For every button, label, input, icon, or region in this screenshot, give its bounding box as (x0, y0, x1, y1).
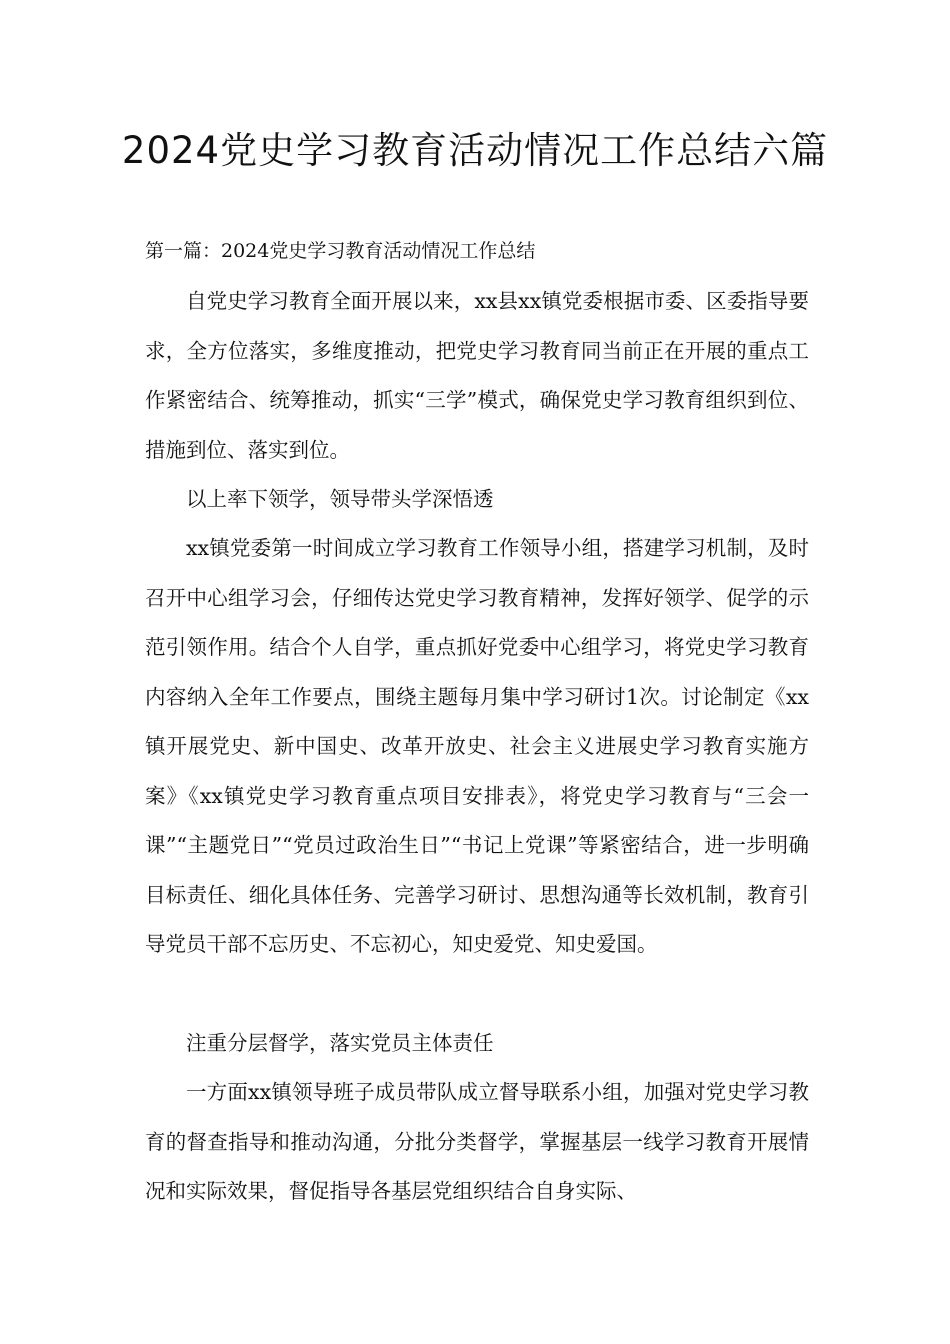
intro-paragraph: 自党史学习教育全面开展以来，xx县xx镇党委根据市委、区委指导要求，全方位落实，多维度推动，把党史学习教育同当前正在开展的重点工作紧密结合、统筹推动，抓实“三学”模式，确保党史学习教育组织到位、措施到位、落实到位。 (145, 289, 809, 462)
document-title: 2024党史学习教育活动情况工作总结六篇 (121, 129, 829, 172)
section-1-paragraph: xx镇党委第一时间成立学习教育工作领导小组，搭建学习机制，及时召开中心组学习会，仔细传达党史学习教育精神，发挥好领学、促学的示范引领作用。结合个人自学，重点抓好党委中心组学习，将党史学习教育内容纳入全年工作要点，围绕主题每月集中学习研讨1次。讨论制定《xx镇开展党史、新中国史、改革开放史、社会主义进展史学习教育实施方案》《xx镇党史学习教育重点项目安排表》，将党史学习教育与“三会一课”“主题党日”“党员过政治生日”“书记上党课”等紧密结合，进一步明确目标责任、细化具体任务、完善学习研讨、思想沟通等长效机制，教育引导党员干部不忘历史、不忘初心，知史爱党、知史爱国。 (145, 536, 809, 956)
first-article-heading: 第一篇：2024党史学习教育活动情况工作总结 (145, 240, 536, 262)
section-2-paragraph: 一方面xx镇领导班子成员带队成立督导联系小组，加强对党史学习教育的督查指导和推动沟通，分批分类督学，掌握基层一线学习教育开展情况和实际效果，督促指导各基层党组织结合自身实际、 (145, 1080, 809, 1203)
section-heading-1: 以上率下领学，领导带头学深悟透 (186, 487, 494, 511)
section-heading-2: 注重分层督学，落实党员主体责任 (186, 1031, 494, 1055)
